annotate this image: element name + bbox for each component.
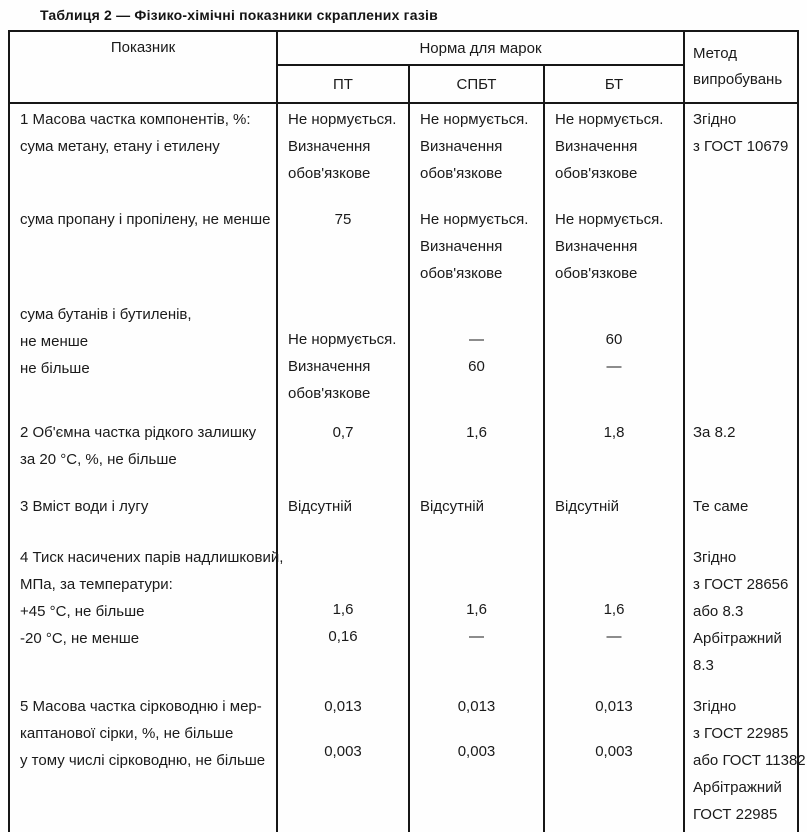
header-grades: [278, 66, 683, 102]
cell-line: 2 Об'ємна частка рідкого залишку: [20, 424, 257, 441]
cell-line: з ГОСТ 10679: [693, 138, 789, 155]
cell-line: Визначення: [288, 138, 371, 155]
cell-indicator: [10, 204, 278, 299]
cell-line: каптанової сірки, %, не більше: [20, 725, 234, 742]
cell-indicator: [10, 417, 278, 491]
cell-line: сума бутанів і бутиленів,: [20, 306, 192, 323]
cell-indicator: [10, 691, 278, 832]
header-grade-spbt: [410, 66, 545, 102]
table-row: [10, 491, 797, 542]
cell-line: 0,013: [324, 698, 362, 715]
cell-method: [685, 204, 797, 299]
cell-bt: [545, 104, 685, 204]
cell-line: не більше: [20, 360, 90, 377]
cell-line: з ГОСТ 28656: [693, 576, 789, 593]
cell-line: Не нормується.: [420, 211, 529, 228]
cell-line: 1,6: [466, 424, 487, 441]
cell-indicator: [10, 104, 278, 204]
cell-line: —: [606, 358, 622, 375]
cell-method: [685, 417, 797, 491]
cell-line: Не нормується.: [555, 211, 664, 228]
table-row: [10, 417, 797, 491]
header-norm-group: [278, 32, 683, 66]
cell-line: Не нормується.: [288, 331, 397, 348]
cell-bt: [545, 299, 685, 417]
cell-line: обов'язкове: [420, 165, 503, 182]
cell-bt: [545, 417, 685, 491]
cell-line: обов'язкове: [288, 165, 371, 182]
table-body: [10, 104, 806, 832]
cell-line: 0,003: [324, 743, 362, 760]
cell-line: 1 Масова частка компонентів, %:: [20, 111, 251, 128]
cell-line: -20 °С, не менше: [20, 630, 140, 647]
cell-line: у тому числі сірководню, не більше: [20, 752, 266, 769]
header-method-line: випробувань: [693, 71, 783, 88]
cell-line: 0,7: [332, 424, 354, 441]
cell-bt: [545, 542, 685, 691]
table-row: [10, 104, 797, 204]
cell-line: 0,013: [457, 698, 496, 715]
header-grade-bt: [545, 66, 683, 102]
cell-line: обов'язкове: [555, 165, 638, 182]
cell-spbt: [410, 691, 545, 832]
header-indicator: [10, 32, 278, 102]
cell-line: 1,8: [603, 424, 625, 441]
cell-method: [685, 491, 797, 542]
cell-line: Арбітражний: [693, 779, 782, 796]
cell-indicator: [10, 299, 278, 417]
cell-pt: [278, 542, 410, 691]
cell-line: 75: [334, 211, 352, 228]
cell-indicator: [10, 491, 278, 542]
cell-line: Визначення: [555, 138, 638, 155]
table-caption: Таблиця 2 — Фізико-хімічні показники скраплених газів: [40, 7, 438, 23]
header-grade-pt: [278, 66, 410, 102]
cell-method: [685, 299, 797, 417]
cell-line: або 8.3: [693, 603, 744, 620]
cell-spbt: [410, 299, 545, 417]
grade-spbt-label: СПБТ: [456, 75, 497, 93]
cell-line: Не нормується.: [288, 111, 397, 128]
cell-line: 3 Вміст води і лугу: [20, 498, 149, 515]
cell-line: —: [469, 628, 484, 645]
cell-line: Визначення: [555, 238, 638, 255]
cell-bt: [545, 204, 685, 299]
cell-spbt: [410, 542, 545, 691]
cell-spbt: [410, 204, 545, 299]
table-row: [10, 204, 797, 299]
cell-indicator: [10, 542, 284, 691]
cell-line: 4 Тиск насичених парів надлишковий,: [20, 549, 284, 566]
cell-method: [685, 542, 797, 691]
cell-line: обов'язкове: [288, 385, 371, 402]
cell-line: 1,6: [466, 601, 487, 618]
cell-line: Визначення: [420, 138, 503, 155]
cell-pt: [278, 691, 410, 832]
cell-pt: [278, 417, 410, 491]
header-method: [685, 32, 797, 102]
header-norm-label: Норма для марок: [419, 39, 542, 57]
cell-line: 60: [468, 358, 485, 375]
cell-line: не менше: [20, 333, 89, 350]
cell-line: 60: [605, 331, 623, 348]
cell-line: обов'язкове: [555, 265, 638, 282]
cell-line: 1,6: [603, 601, 625, 618]
cell-line: Відсутній: [420, 498, 484, 515]
cell-spbt: [410, 491, 545, 542]
cell-method: [685, 104, 797, 204]
cell-pt: [278, 299, 410, 417]
cell-line: з ГОСТ 22985: [693, 725, 789, 742]
cell-line: Те саме: [693, 498, 749, 515]
cell-line: сума метану, етану і етилену: [20, 138, 220, 155]
cell-line: 0,16: [328, 628, 358, 645]
cell-line: —: [469, 331, 484, 348]
cell-line: Відсутній: [555, 498, 619, 515]
grade-pt-label: ПТ: [333, 75, 353, 93]
header-method-line: Метод: [693, 45, 737, 62]
cell-line: +45 °С, не більше: [20, 603, 145, 620]
cell-line: 5 Масова частка сірководню і мер-: [20, 698, 262, 715]
cell-line: Арбітражний: [693, 630, 782, 647]
spec-table: [8, 30, 806, 832]
cell-line: За 8.2: [693, 424, 736, 441]
cell-line: 0,003: [457, 743, 496, 760]
cell-line: ГОСТ 22985: [693, 806, 778, 823]
cell-line: 0,013: [595, 698, 633, 715]
cell-line: 8.3: [693, 657, 714, 674]
header-indicator-label: Показник: [110, 39, 176, 56]
cell-line: 0,003: [595, 743, 633, 760]
cell-line: Не нормується.: [555, 111, 664, 128]
cell-method: [685, 691, 806, 832]
table-header: [10, 32, 797, 104]
grade-bt-label: БТ: [604, 75, 624, 93]
cell-line: МПа, за температури:: [20, 576, 173, 593]
cell-line: сума пропану і пропілену, не менше: [20, 211, 271, 228]
cell-line: Згідно: [693, 698, 737, 715]
table-row: [10, 542, 797, 691]
cell-line: за 20 °С, %, не більше: [20, 451, 177, 468]
cell-line: Згідно: [693, 549, 737, 566]
cell-line: —: [606, 628, 622, 645]
cell-pt: [278, 491, 410, 542]
cell-line: Згідно: [693, 111, 737, 128]
cell-line: 1,6: [332, 601, 354, 618]
cell-line: Відсутній: [288, 498, 352, 515]
cell-pt: [278, 204, 410, 299]
header-norm-section: [278, 32, 685, 102]
cell-spbt: [410, 104, 545, 204]
cell-bt: [545, 491, 685, 542]
cell-line: Не нормується.: [420, 111, 529, 128]
cell-line: обов'язкове: [420, 265, 503, 282]
cell-bt: [545, 691, 685, 832]
table-row: [10, 691, 806, 832]
cell-pt: [278, 104, 410, 204]
cell-spbt: [410, 417, 545, 491]
cell-line: Визначення: [288, 358, 371, 375]
cell-line: Визначення: [420, 238, 503, 255]
cell-line: або ГОСТ 11382: [693, 752, 806, 769]
table-row: [10, 299, 797, 417]
